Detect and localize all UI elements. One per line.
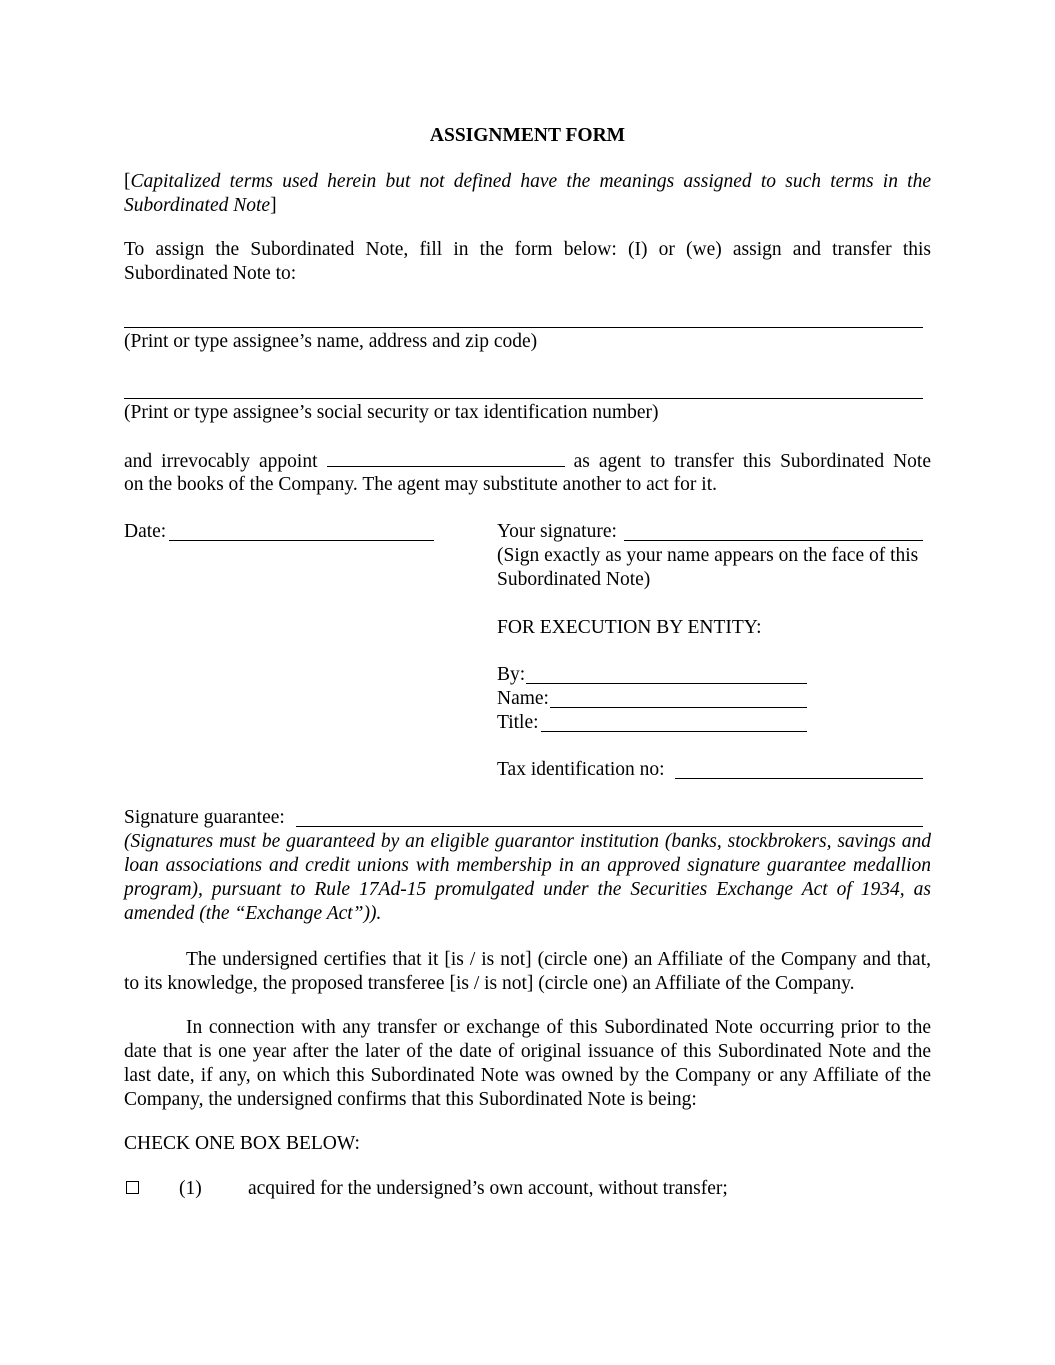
agent-name-field[interactable] — [327, 449, 565, 467]
preamble-close-bracket: ] — [270, 195, 277, 216]
entity-heading: FOR EXECUTION BY ENTITY: — [497, 617, 762, 638]
intro-line-1: To assign the Subordinated Note, fill in the form below: (I) or (we) assign and transfer this — [124, 239, 931, 260]
signature-note-line-2: Subordinated Note) — [497, 569, 651, 590]
date-label: Date: — [124, 521, 167, 542]
by-label: By: — [497, 664, 526, 685]
name-field[interactable] — [550, 707, 807, 708]
guarantee-label: Signature guarantee: — [124, 807, 285, 828]
assignee-tax-id-field[interactable] — [124, 398, 923, 399]
signature-field[interactable] — [624, 540, 923, 541]
appoint-prefix: and irrevocably appoint — [124, 451, 318, 472]
appoint-suffix: as agent to transfer this Subordinated Note — [573, 451, 931, 472]
preamble — [124, 170, 931, 218]
guarantee-note: (Signatures must be guaranteed by an eligible guarantor institution (banks, stockbrokers, savings and loan associations and credit unions with membership in an approved signature guarantee medallion program), pursuant to Rule 17Ad-15 promulgated under the Securities Exchange Act of 1934, as amended (the “Exchange Act”)). — [124, 831, 931, 924]
intro-line-2: Subordinated Note to: — [124, 263, 297, 284]
assignee-tax-caption: (Print or type assignee’s social security or tax identification number) — [124, 402, 659, 423]
name-label: Name: — [497, 688, 549, 709]
preamble-open-bracket: [ — [124, 171, 131, 192]
preamble-text: Capitalized terms used herein but not defined have the meanings assigned to such terms in the Subordinated Note — [124, 171, 931, 216]
title-field[interactable] — [541, 731, 807, 732]
option-1-number: (1) — [179, 1178, 202, 1199]
certification-paragraph: The undersigned certifies that it [is / is not] (circle one) an Affiliate of the Company and that, to its knowledge, the proposed transferee [is / is not] (circle one) an Affiliate of the Company. — [124, 949, 931, 994]
tax-id-field[interactable] — [675, 778, 923, 779]
option-1-checkbox[interactable] — [126, 1181, 139, 1194]
by-field[interactable] — [526, 683, 807, 684]
title-label: Title: — [497, 712, 539, 733]
assignee-name-field[interactable] — [124, 327, 923, 328]
tax-id-label: Tax identification no: — [497, 759, 665, 780]
option-1-text: acquired for the undersigned’s own account, without transfer; — [248, 1178, 728, 1199]
guarantee-field[interactable] — [296, 826, 923, 827]
connection-paragraph: In connection with any transfer or exchange of this Subordinated Note occurring prior to the date that is one year after the later of the date of original issuance of this Subordinated Note and the last date, if any, on which this Subordinated Note was owned by the Company or any Affiliate of the Company, the undersigned confirms that this Subordinated Note is being: — [124, 1017, 931, 1110]
assignee-name-caption: (Print or type assignee’s name, address and zip code) — [124, 331, 538, 352]
page-title: ASSIGNMENT FORM — [429, 125, 626, 146]
appoint-line-1 — [124, 449, 931, 474]
check-heading: CHECK ONE BOX BELOW: — [124, 1133, 360, 1154]
appoint-line-2: on the books of the Company. The agent may substitute another to act for it. — [124, 474, 717, 495]
signature-label: Your signature: — [497, 521, 617, 542]
date-field[interactable] — [169, 540, 434, 541]
signature-note-line-1: (Sign exactly as your name appears on the face of this — [497, 545, 919, 566]
